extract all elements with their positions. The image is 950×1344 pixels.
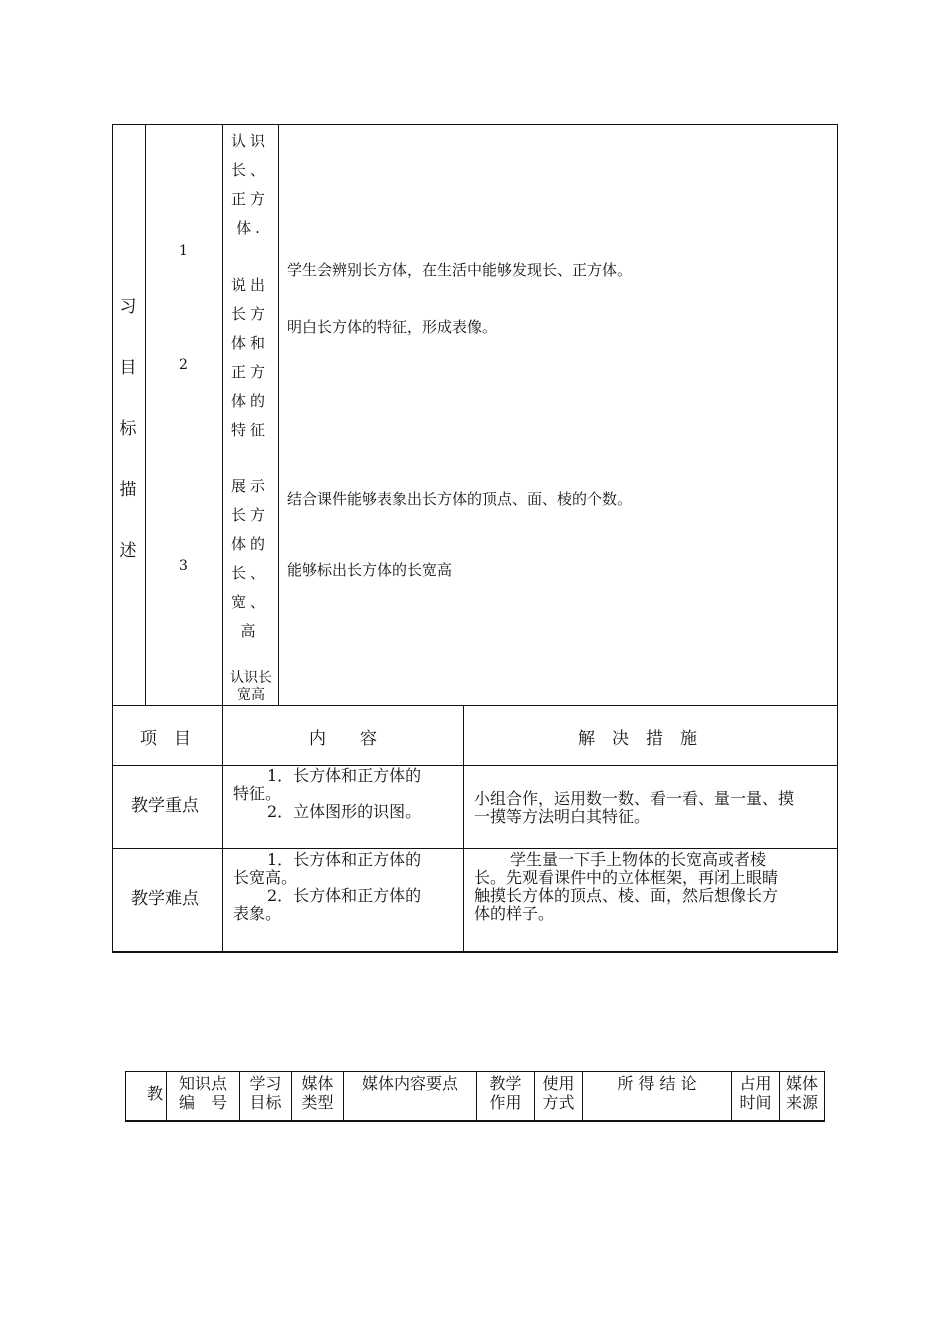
header-item: 项 目 [140,729,191,749]
goal-description: 学生会辨别长方体，在生活中能够发现长、正方体。 [287,261,633,279]
media-header-teaching-role: 教学 作用 [489,1074,522,1112]
goal-number: 1 [179,243,188,259]
goal-name-extra: 认识长 宽高 [230,670,272,703]
header-content: 内 容 [309,729,377,749]
media-header-knowledge-id: 知识点 编 号 [178,1074,227,1112]
goal-description: 明白长方体的特征，形成表像。 [287,318,498,336]
goal-description: 能够标出长方体的长宽高 [287,561,453,579]
row-item-key-point: 教学重点 [131,796,199,816]
media-header-source: 媒体 来源 [785,1074,818,1112]
section-label-char: 述 [119,541,137,561]
media-header-media-type: 媒体 类型 [301,1074,334,1112]
media-header-content-points: 媒体内容要点 [361,1074,458,1093]
goal-name: 说出 长方 体和 正方 体的 特征 [230,276,269,439]
goals-section-label [116,292,140,597]
goal-number: 3 [179,558,188,574]
section-label-char: 标 [119,419,137,439]
goal-number: 2 [179,357,188,373]
media-header-time: 占用 时间 [739,1074,772,1112]
header-solution: 解 决 措 施 [578,729,697,749]
section-label-char: 目 [119,358,137,378]
row-content: 1．长方体和正方体的 长宽高。 2．长方体和正方体的 表象。 [233,850,422,923]
section-label-char: 习 [119,297,137,317]
row-solution: 学生量一下手上物体的长宽高或者棱 长。先观看课件中的立体框架，再闭上眼睛 触摸长方体的顶点、棱、面，然后想像长方 体的样子。 [474,850,779,923]
goal-name: 认识 长、 正方 体. [230,132,269,237]
media-header-conclusion: 所 得 结 论 [617,1074,697,1093]
row-content: 1．长方体和正方体的 特征。 2．立体图形的识图。 [233,766,422,821]
row-solution: 小组合作，运用数一数、看一看、量一量、摸 一摸等方法明白其特征。 [474,789,795,826]
section-label-char: 描 [119,480,137,500]
goal-description: 结合课件能够表象出长方体的顶点、面、棱的个数。 [287,490,633,508]
media-header-usage: 使用 方式 [542,1074,575,1112]
media-header-teach: 教 [146,1084,163,1103]
goal-name: 展示 长方 体的 长、 宽、 高 [230,477,269,640]
media-header-learning-goal: 学习 目标 [249,1074,282,1112]
row-item-difficult-point: 教学难点 [131,889,199,909]
